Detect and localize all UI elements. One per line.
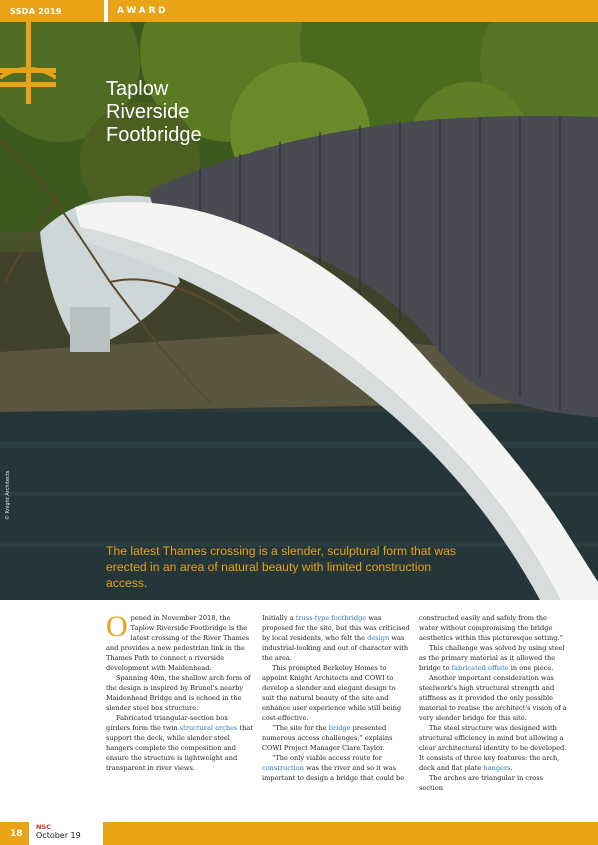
title-line: Riverside	[106, 101, 190, 123]
column-2	[262, 613, 410, 783]
paragraph: Initially a truss-type footbridge was proposed for the site, but this was criticised by local residents, who felt the design was industrial-looking and out of character with the area.	[262, 614, 410, 662]
title-line: Taplow	[106, 78, 169, 100]
paragraph: Another important consideration was steelwork's high structural strength and stiffness as it provided the only possible material to realise the architect's vision of a very slender bridge for this site.	[419, 674, 567, 722]
photo-credit: © Knight Architects	[5, 470, 11, 520]
title-line: Footbridge	[106, 124, 202, 146]
link-structural-arches[interactable]: structural arches	[179, 724, 238, 732]
brand-logo: NSC	[36, 823, 51, 831]
hero-photo	[0, 22, 598, 600]
standfirst: The latest Thames crossing is a slender, sculptural form that was erected in an area of natural beauty with limited construction access.	[106, 544, 456, 590]
link-hangers[interactable]: hangers	[483, 764, 511, 772]
paragraph: Spanning 40m, the shallow arch form of the design is inspired by Brunel's nearby Maidenhead Bridge and is echoed in the slender steel box structure.	[106, 674, 251, 712]
header-bar	[0, 0, 598, 22]
paragraph: The steel structure was designed with structural efficiency in mind but allowing a clear architectural identity to be developed. It consists of three key features: the arch, deck and flat plate hangers.	[419, 724, 567, 772]
paragraph: constructed easily and safely from the water without compromising the bridge aesthetics within this picturesque setting.”	[419, 614, 563, 642]
footer-bar	[103, 822, 598, 845]
category-label: AWARD	[108, 0, 598, 22]
section-label: SSDA 2019	[0, 0, 104, 22]
paragraph: This prompted Berkeley Homes to appoint Knight Architects and COWI to develop a slender and elegant design to suit the natural beauty of the site and enhance user experience while still being cost-effective.	[262, 664, 402, 722]
page-footer	[0, 822, 598, 845]
paragraph: “The site for the bridge presented numerous access challenges,” explains COWI Project Manager Clare Taylor.	[262, 724, 393, 752]
column-1	[106, 610, 254, 773]
link-design[interactable]: design	[367, 634, 390, 642]
column-3	[419, 613, 567, 793]
article-title	[106, 78, 202, 147]
link-construction[interactable]: construction	[262, 764, 305, 772]
link-truss-type-footbridge[interactable]: truss-type footbridge	[295, 614, 367, 622]
bridge-illustration	[0, 22, 598, 600]
paragraph: The arches are triangular in cross section	[419, 774, 544, 792]
page-number: 18	[0, 822, 29, 845]
drop-cap: O	[106, 610, 128, 643]
issue-date: October 19	[36, 831, 81, 840]
paragraph: This challenge was solved by using steel as the primary material as it allowed the bridge to fabricated offsite in one piece.	[419, 644, 565, 672]
paragraph: Opened in November 2018, the Taplow Riverside Footbridge is the latest crossing of the River Thames and provides a new pedestrian link in the Thames Path to connect a riverside development with Maidenhead.	[106, 610, 250, 672]
link-fabricated-offsite[interactable]: fabricated offsite	[451, 664, 509, 672]
paragraph: “The only viable access route for construction was the river and so it was important to design a bridge that could be	[262, 754, 405, 782]
paragraph: Fabricated triangular-section box girders form the twin structural arches that support the deck, while slender steel hangers complete the composition and ensure the structure is lightweight and transparent in river views.	[106, 714, 253, 772]
article-body	[106, 610, 586, 818]
bridge-logo-icon	[0, 22, 56, 104]
link-bridge[interactable]: bridge	[328, 724, 351, 732]
